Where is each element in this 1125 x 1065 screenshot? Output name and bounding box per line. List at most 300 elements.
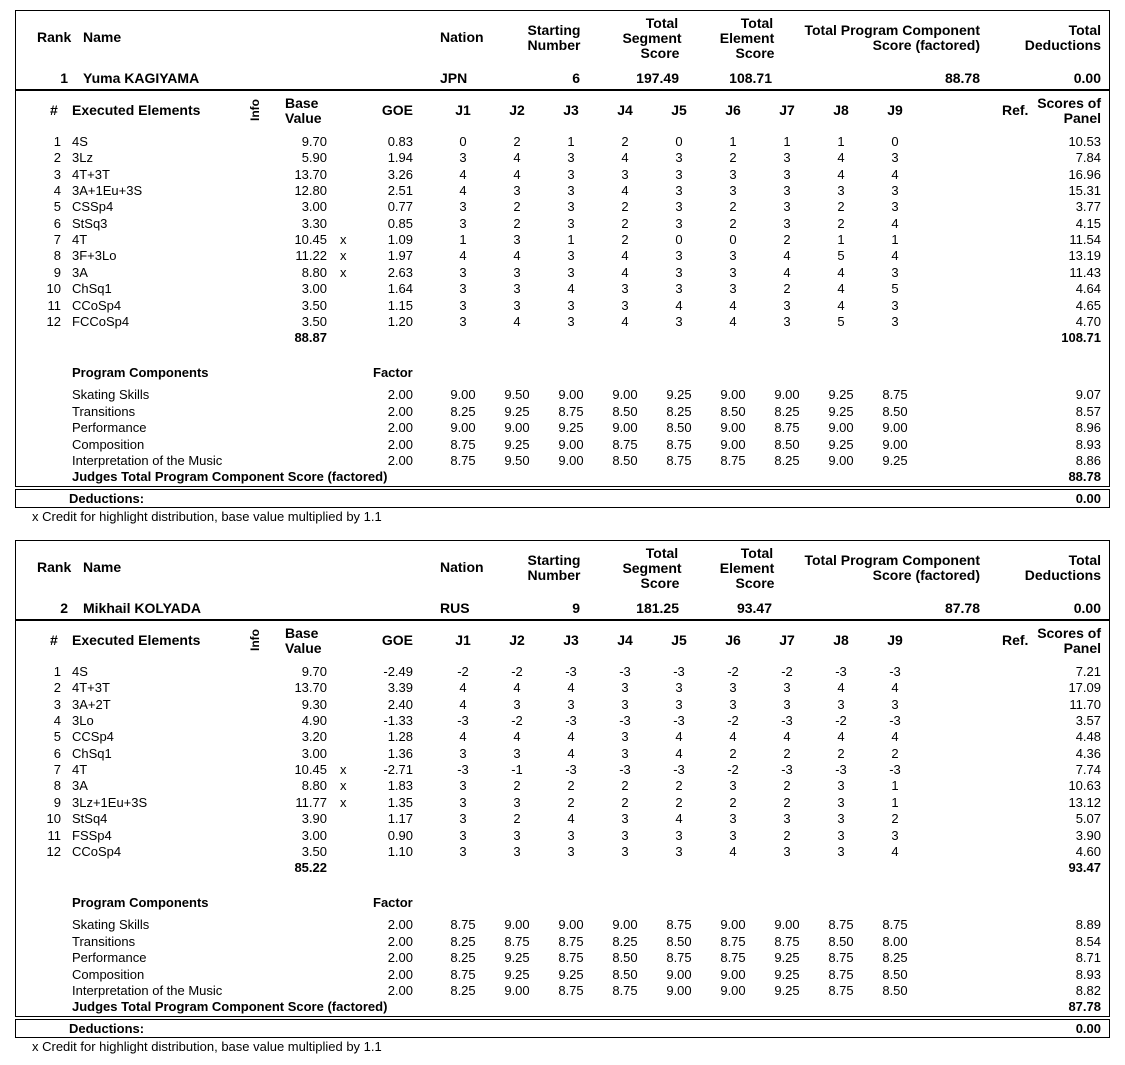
judge-header-j6: J6: [725, 102, 741, 118]
judge-score-j8: 1: [837, 134, 845, 149]
element-row: [0, 265, 1125, 281]
component-score-j8: 9.00: [828, 420, 854, 435]
info-column-header: Info: [248, 99, 262, 121]
component-score-j5: 9.00: [666, 983, 692, 998]
judge-score-j3: 1: [567, 232, 575, 247]
tes-label-3: Score: [735, 45, 775, 61]
judge-score-j8: 4: [837, 281, 845, 296]
judge-score-j4: 2: [621, 199, 629, 214]
element-number: 3: [53, 697, 61, 712]
element-row: [0, 232, 1125, 248]
judge-score-j7: 1: [783, 134, 791, 149]
judge-header-j9: J9: [887, 102, 903, 118]
goe-header: GOE: [381, 102, 413, 118]
judge-score-j8: 3: [837, 183, 845, 198]
judge-score-j8: 3: [837, 778, 845, 793]
component-score-j4: 8.50: [612, 404, 638, 419]
total-program-component-score: 88.78: [944, 70, 980, 86]
judge-score-j5: 3: [675, 265, 683, 280]
element-number: 1: [53, 134, 61, 149]
judges-total-pcs-value: 88.78: [1068, 469, 1101, 484]
judge-score-j3: 4: [567, 811, 575, 826]
element-row: [0, 713, 1125, 729]
judge-score-j1: 3: [459, 795, 467, 810]
tss-label-2: Segment: [622, 560, 682, 576]
judge-score-j3: 3: [567, 265, 575, 280]
component-panel-score: 8.82: [1075, 983, 1101, 998]
goe-value: 0.77: [387, 199, 413, 214]
component-name: Composition: [72, 437, 145, 452]
element-code: 4T: [72, 762, 88, 777]
judge-score-j3: -3: [565, 664, 577, 679]
highlight-mark: x: [340, 265, 347, 280]
judge-score-j2: 3: [513, 828, 521, 843]
tes-label-2: Element: [719, 30, 775, 46]
starting-number-label: Starting: [527, 22, 581, 38]
scores-of-panel-header: Scores of: [1037, 625, 1101, 641]
judge-score-j2: 3: [513, 183, 521, 198]
component-score-j5: 8.25: [666, 404, 692, 419]
component-score-j9: 9.00: [882, 420, 908, 435]
judge-score-j3: 3: [567, 199, 575, 214]
judge-score-j4: 2: [621, 216, 629, 231]
element-code: 3Lz: [72, 150, 93, 165]
judge-score-j9: 4: [891, 729, 899, 744]
judge-score-j4: 3: [621, 729, 629, 744]
judge-score-j7: 3: [783, 150, 791, 165]
element-number: 7: [53, 232, 61, 247]
judge-score-j2: 4: [513, 680, 521, 695]
judge-score-j8: 5: [837, 314, 845, 329]
element-row: [0, 828, 1125, 844]
rank-label: Rank: [37, 559, 72, 575]
judge-score-j1: 3: [459, 844, 467, 859]
component-score-j5: 8.75: [666, 453, 692, 468]
tes-label: Total: [740, 545, 774, 561]
component-score-j2: 9.25: [504, 950, 530, 965]
component-score-j6: 9.00: [720, 420, 746, 435]
panel-score: 4.48: [1075, 729, 1101, 744]
component-score-j1: 8.75: [450, 967, 476, 982]
goe-value: 0.83: [387, 134, 413, 149]
judge-score-j1: 4: [459, 697, 467, 712]
element-code: 3F+3Lo: [72, 248, 117, 263]
judge-score-j9: 1: [891, 795, 899, 810]
judge-score-j2: 4: [513, 729, 521, 744]
starting-number-label-2: Number: [527, 567, 581, 583]
judge-score-j5: 4: [675, 298, 683, 313]
element-number: 9: [53, 795, 61, 810]
base-value-header: Base: [285, 625, 319, 641]
element-code: CSSp4: [72, 199, 114, 214]
element-row: [0, 167, 1125, 183]
judge-score-j5: 3: [675, 828, 683, 843]
panel-score: 11.54: [1069, 232, 1101, 247]
judge-score-j7: 3: [783, 216, 791, 231]
component-factor: 2.00: [387, 404, 413, 419]
judge-score-j6: -2: [727, 762, 739, 777]
judge-score-j4: 4: [621, 314, 629, 329]
judge-score-j6: 3: [729, 697, 737, 712]
judge-score-j7: 3: [783, 199, 791, 214]
skater-rank: 2: [60, 600, 68, 616]
component-score-j2: 9.25: [504, 967, 530, 982]
judge-score-j8: 3: [837, 795, 845, 810]
base-value-header: Base: [285, 95, 319, 111]
goe-value: 1.35: [387, 795, 413, 810]
highlight-mark: x: [340, 795, 347, 810]
judge-score-j8: 5: [837, 248, 845, 263]
component-score-j6: 9.00: [720, 983, 746, 998]
judge-score-j3: 3: [567, 844, 575, 859]
panel-score: 4.65: [1075, 298, 1101, 313]
judge-score-j7: 4: [783, 248, 791, 263]
judge-score-j8: 1: [837, 232, 845, 247]
judge-header-j1: J1: [455, 632, 471, 648]
component-score-j2: 9.25: [504, 437, 530, 452]
element-row: [0, 729, 1125, 745]
component-score-j6: 8.75: [720, 934, 746, 949]
nation-label: Nation: [440, 29, 484, 45]
goe-value: -1.33: [383, 713, 413, 728]
pcs-label-2: Score (factored): [872, 37, 980, 53]
base-value: 3.90: [301, 811, 327, 826]
element-number: 1: [53, 664, 61, 679]
goe-value: -2.71: [383, 762, 413, 777]
judge-score-j5: 3: [675, 216, 683, 231]
component-score-j4: 8.50: [612, 453, 638, 468]
judge-score-j2: 3: [513, 232, 521, 247]
skater-nation: JPN: [440, 70, 468, 86]
judges-total-pcs-label: Judges Total Program Component Score (factored): [72, 999, 388, 1014]
base-value-header-2: Value: [285, 110, 322, 126]
component-name: Performance: [72, 420, 147, 435]
starting-number: 6: [572, 70, 580, 86]
component-factor: 2.00: [387, 437, 413, 452]
panel-score: 4.64: [1075, 281, 1101, 296]
component-name: Interpretation of the Music: [72, 983, 223, 998]
element-row: [0, 183, 1125, 199]
component-score-j5: 9.25: [666, 387, 692, 402]
component-score-j6: 9.00: [720, 967, 746, 982]
component-score-j6: 9.00: [720, 917, 746, 932]
judge-score-j4: 2: [621, 134, 629, 149]
goe-value: 1.36: [387, 746, 413, 761]
element-number: 5: [53, 199, 61, 214]
component-row: [0, 950, 1125, 966]
judge-score-j5: -3: [673, 713, 685, 728]
judge-score-j3: 3: [567, 248, 575, 263]
judge-score-j7: 3: [783, 697, 791, 712]
judge-score-j1: 3: [459, 811, 467, 826]
component-score-j7: 9.25: [774, 967, 800, 982]
judge-score-j2: 3: [513, 746, 521, 761]
judge-score-j1: 4: [459, 248, 467, 263]
component-score-j5: 8.75: [666, 437, 692, 452]
tes-label-3: Score: [735, 575, 775, 591]
judge-score-j8: 4: [837, 729, 845, 744]
element-number-header: #: [50, 632, 58, 648]
element-row: [0, 199, 1125, 215]
component-score-j7: 9.00: [774, 917, 800, 932]
judge-header-j3: J3: [563, 632, 579, 648]
judge-score-j9: -3: [889, 713, 901, 728]
judge-score-j9: 2: [891, 811, 899, 826]
name-label: Name: [83, 29, 122, 45]
component-score-j4: 9.00: [612, 387, 638, 402]
component-score-j3: 9.00: [558, 387, 584, 402]
judge-score-j4: 4: [621, 265, 629, 280]
base-value: 12.80: [294, 183, 327, 198]
element-number: 4: [53, 183, 61, 198]
deductions-header-label: Total: [1068, 22, 1101, 38]
element-number-header: #: [50, 102, 58, 118]
judge-score-j6: 3: [729, 248, 737, 263]
judge-score-j9: 3: [891, 265, 899, 280]
component-score-j3: 9.00: [558, 437, 584, 452]
judge-score-j1: 1: [459, 232, 467, 247]
component-panel-score: 8.86: [1075, 453, 1101, 468]
judge-score-j5: 3: [675, 248, 683, 263]
nation-label: Nation: [440, 559, 484, 575]
panel-score: 4.36: [1075, 746, 1101, 761]
element-number: 7: [53, 762, 61, 777]
component-score-j8: 9.25: [828, 387, 854, 402]
judges-total-pcs-value: 87.78: [1068, 999, 1101, 1014]
judge-score-j5: 3: [675, 183, 683, 198]
component-panel-score: 8.96: [1075, 420, 1101, 435]
judge-score-j6: 3: [729, 680, 737, 695]
factor-header: Factor: [373, 895, 413, 910]
judge-score-j9: 1: [891, 232, 899, 247]
component-factor: 2.00: [387, 967, 413, 982]
judge-score-j5: 3: [675, 844, 683, 859]
judge-score-j5: 0: [675, 134, 683, 149]
goe-value: -2.49: [383, 664, 413, 679]
judge-score-j9: 3: [891, 199, 899, 214]
element-row: [0, 762, 1125, 778]
component-score-j8: 8.75: [828, 967, 854, 982]
deductions-box: [15, 489, 1110, 508]
skater-rank: 1: [60, 70, 68, 86]
judge-score-j6: 0: [729, 232, 737, 247]
component-factor: 2.00: [387, 453, 413, 468]
goe-value: 1.20: [387, 314, 413, 329]
total-program-component-score: 87.78: [944, 600, 980, 616]
judge-score-j2: 2: [513, 778, 521, 793]
element-code: 3A: [72, 778, 88, 793]
goe-value: 0.90: [387, 828, 413, 843]
panel-score: 7.21: [1075, 664, 1101, 679]
judge-score-j8: 2: [837, 746, 845, 761]
judge-score-j3: 3: [567, 314, 575, 329]
base-value: 8.80: [301, 265, 327, 280]
judge-score-j8: -3: [835, 664, 847, 679]
judge-score-j7: -3: [781, 713, 793, 728]
judge-score-j3: 4: [567, 680, 575, 695]
component-row: [0, 983, 1125, 999]
component-panel-score: 8.71: [1075, 950, 1101, 965]
element-code: CCSp4: [72, 729, 114, 744]
component-name: Transitions: [72, 404, 136, 419]
element-number: 11: [47, 298, 61, 313]
judge-score-j7: 2: [783, 746, 791, 761]
panel-score: 16.96: [1068, 167, 1101, 182]
judge-score-j3: 3: [567, 167, 575, 182]
base-value: 13.70: [294, 680, 327, 695]
component-score-j5: 8.50: [666, 420, 692, 435]
element-row: [0, 811, 1125, 827]
judge-score-j3: 3: [567, 828, 575, 843]
goe-value: 0.85: [387, 216, 413, 231]
pcs-label: Total Program Component: [804, 22, 980, 38]
judge-score-j8: 2: [837, 199, 845, 214]
component-score-j9: 9.25: [882, 453, 908, 468]
component-score-j9: 9.00: [882, 437, 908, 452]
judge-score-j1: 0: [459, 134, 467, 149]
element-number: 10: [46, 281, 61, 296]
element-code: CCoSp4: [72, 298, 122, 313]
judge-score-j1: 4: [459, 680, 467, 695]
component-factor: 2.00: [387, 950, 413, 965]
judge-score-j8: 4: [837, 150, 845, 165]
element-code: StSq3: [72, 216, 108, 231]
panel-score: 3.77: [1075, 199, 1101, 214]
skater-nation: RUS: [440, 600, 470, 616]
component-score-j7: 8.50: [774, 437, 800, 452]
component-score-j1: 9.00: [450, 420, 476, 435]
panel-score: 5.07: [1075, 811, 1101, 826]
base-value: 9.30: [301, 697, 327, 712]
judge-score-j1: 3: [459, 298, 467, 313]
component-score-j8: 8.50: [828, 934, 854, 949]
judge-score-j1: 4: [459, 167, 467, 182]
base-value: 3.20: [301, 729, 327, 744]
component-score-j9: 8.50: [882, 404, 908, 419]
judge-score-j9: 3: [891, 298, 899, 313]
component-score-j8: 8.75: [828, 983, 854, 998]
judge-score-j2: 2: [513, 216, 521, 231]
judge-score-j8: 4: [837, 265, 845, 280]
judge-score-j3: -3: [565, 762, 577, 777]
component-score-j3: 9.00: [558, 917, 584, 932]
deductions-header-label: Total: [1068, 552, 1101, 568]
component-score-j9: 8.75: [882, 387, 908, 402]
element-row: [0, 746, 1125, 762]
judge-score-j5: 3: [675, 697, 683, 712]
element-code: 4S: [72, 134, 88, 149]
judge-score-j1: 3: [459, 314, 467, 329]
judge-score-j6: 3: [729, 828, 737, 843]
base-value: 3.50: [301, 844, 327, 859]
judge-score-j6: 4: [729, 729, 737, 744]
component-row: [0, 917, 1125, 933]
deductions-header-label-2: Deductions: [1024, 37, 1101, 53]
judge-score-j8: 4: [837, 680, 845, 695]
judge-score-j9: 2: [891, 746, 899, 761]
component-score-j7: 9.00: [774, 387, 800, 402]
element-number: 12: [46, 314, 61, 329]
judge-score-j6: 1: [729, 134, 737, 149]
component-panel-score: 8.93: [1075, 967, 1101, 982]
component-score-j6: 8.75: [720, 453, 746, 468]
element-number: 11: [47, 828, 61, 843]
component-score-j3: 8.75: [558, 950, 584, 965]
component-name: Skating Skills: [72, 917, 150, 932]
judge-score-j4: 3: [621, 697, 629, 712]
judge-score-j7: 2: [783, 828, 791, 843]
judge-score-j1: -3: [457, 762, 469, 777]
judge-score-j3: 3: [567, 697, 575, 712]
judge-score-j4: 4: [621, 248, 629, 263]
skater-block: [0, 530, 1125, 1060]
judge-score-j4: -3: [619, 664, 631, 679]
judge-header-j8: J8: [833, 632, 849, 648]
judge-score-j6: 3: [729, 265, 737, 280]
judge-score-j4: 2: [621, 778, 629, 793]
starting-number-label: Starting: [527, 552, 581, 568]
goe-value: 1.17: [387, 811, 413, 826]
judge-score-j5: 3: [675, 199, 683, 214]
panel-score: 17.09: [1068, 680, 1101, 695]
goe-value: 1.83: [387, 778, 413, 793]
judges-total-pcs-label: Judges Total Program Component Score (factored): [72, 469, 388, 484]
element-number: 5: [53, 729, 61, 744]
judge-header-j5: J5: [671, 102, 687, 118]
ref-header: Ref.: [1002, 102, 1029, 118]
goe-value: 2.63: [387, 265, 413, 280]
element-number: 10: [46, 811, 61, 826]
component-factor: 2.00: [387, 917, 413, 932]
base-value: 8.80: [301, 778, 327, 793]
judge-score-j5: 3: [675, 680, 683, 695]
name-label: Name: [83, 559, 122, 575]
deductions-label: Deductions:: [69, 491, 145, 506]
scores-of-panel-header-2: Panel: [1063, 640, 1101, 656]
panel-score: 3.90: [1075, 828, 1101, 843]
element-number: 2: [53, 150, 61, 165]
judge-score-j5: 3: [675, 281, 683, 296]
deductions-box: [15, 1019, 1110, 1038]
component-score-j9: 8.50: [882, 967, 908, 982]
judge-score-j6: 2: [729, 150, 737, 165]
component-score-j2: 9.50: [504, 387, 530, 402]
base-value: 3.00: [301, 281, 327, 296]
judge-header-j4: J4: [617, 102, 633, 118]
judge-score-j6: 3: [729, 281, 737, 296]
element-code: ChSq1: [72, 281, 112, 296]
component-panel-score: 9.07: [1075, 387, 1101, 402]
component-score-j6: 8.50: [720, 404, 746, 419]
judge-score-j4: 2: [621, 232, 629, 247]
base-value: 3.50: [301, 314, 327, 329]
judge-score-j1: 4: [459, 729, 467, 744]
component-row: [0, 437, 1125, 453]
component-score-j4: 8.50: [612, 950, 638, 965]
judge-score-j8: 3: [837, 844, 845, 859]
component-score-j2: 9.00: [504, 420, 530, 435]
judge-score-j8: -3: [835, 762, 847, 777]
element-row: [0, 844, 1125, 860]
element-number: 2: [53, 680, 61, 695]
judge-score-j7: 4: [783, 729, 791, 744]
component-row: [0, 420, 1125, 436]
component-score-j6: 9.00: [720, 387, 746, 402]
element-number: 3: [53, 167, 61, 182]
tes-label: Total: [740, 15, 774, 31]
base-value: 10.45: [294, 762, 327, 777]
element-code: 4S: [72, 664, 88, 679]
